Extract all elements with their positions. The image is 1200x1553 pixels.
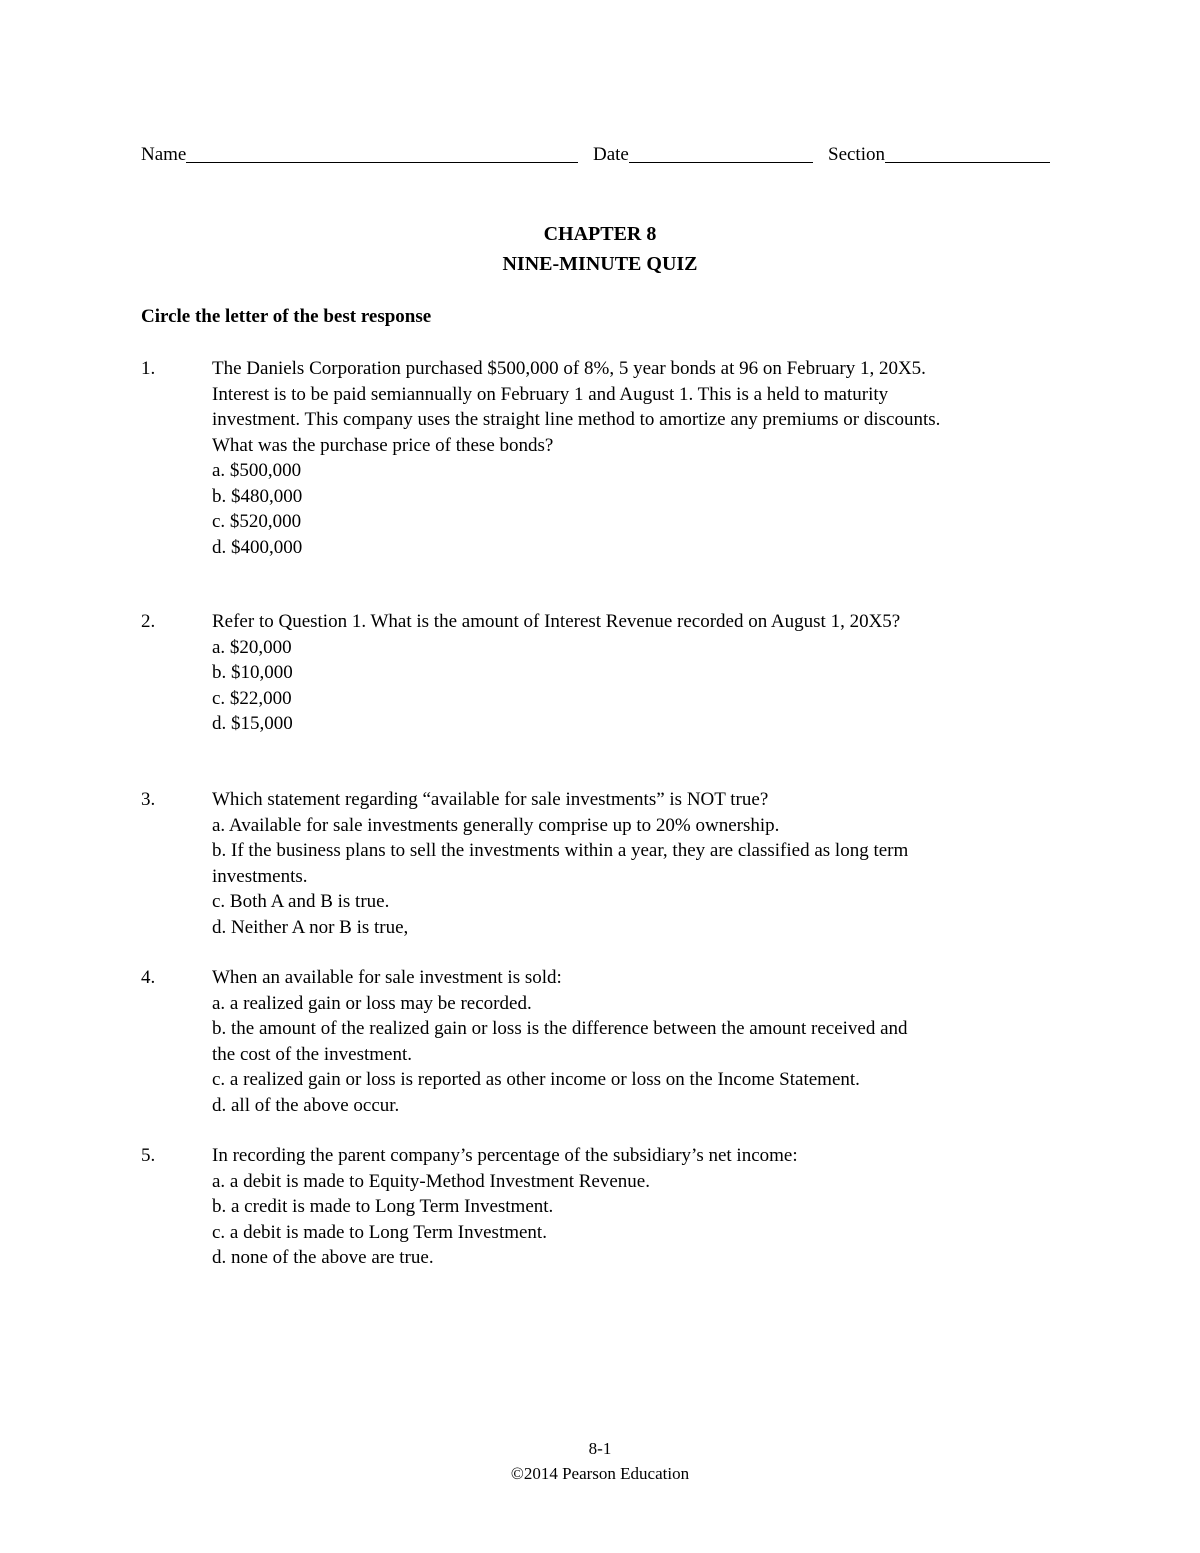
section-blank[interactable] xyxy=(885,142,1050,163)
question-body xyxy=(212,1143,1062,1271)
date-label: Date xyxy=(593,144,629,165)
question-number: 1. xyxy=(141,358,156,379)
answer-option-a[interactable]: a. $500,000 xyxy=(212,460,302,481)
question-body xyxy=(212,356,1062,560)
question-text-line: Which statement regarding “available for sale investments” is NOT true? xyxy=(212,789,769,810)
answer-option-a[interactable]: a. $20,000 xyxy=(212,636,292,658)
name-field[interactable] xyxy=(141,142,578,168)
answer-option-b[interactable]: b. $480,000 xyxy=(212,485,303,507)
chapter-title: CHAPTER 8 xyxy=(543,223,657,245)
question-text-line: Refer to Question 1. What is the amount of Interest Revenue recorded on August 1, 20X5? xyxy=(212,611,901,632)
answer-option-b-continued[interactable]: investments. xyxy=(212,865,308,887)
page-number: 8-1 xyxy=(588,1439,612,1458)
section-label: Section xyxy=(828,144,885,165)
question-number: 5. xyxy=(141,1145,156,1166)
answer-option-d[interactable]: d. $400,000 xyxy=(212,536,303,558)
answer-option-a[interactable]: a. a debit is made to Equity-Method Investment Revenue. xyxy=(212,1170,650,1192)
answer-option-c[interactable]: c. $520,000 xyxy=(212,511,302,532)
answer-option-b[interactable]: b. the amount of the realized gain or loss is the difference between the amount received and xyxy=(212,1018,908,1039)
answer-option-d[interactable]: d. all of the above occur. xyxy=(212,1094,400,1116)
question-number: 3. xyxy=(141,789,156,810)
question-text-line: The Daniels Corporation purchased $500,000 of 8%, 5 year bonds at 96 on February 1, 20X5. xyxy=(212,358,926,379)
question-number: 2. xyxy=(141,611,156,632)
answer-option-b[interactable]: b. If the business plans to sell the investments within a year, they are classified as long term xyxy=(212,840,909,861)
copyright-notice: ©2014 Pearson Education xyxy=(510,1464,690,1483)
question-body xyxy=(212,965,1062,1118)
question-text-line: investment. This company uses the straight line method to amortize any premiums or discounts. xyxy=(212,409,941,430)
question-text-line: What was the purchase price of these bonds? xyxy=(212,434,554,456)
answer-option-a[interactable]: a. a realized gain or loss may be recorded. xyxy=(212,992,532,1014)
answer-option-d[interactable]: d. none of the above are true. xyxy=(212,1247,434,1268)
answer-option-d[interactable]: d. Neither A nor B is true, xyxy=(212,916,409,938)
name-blank[interactable] xyxy=(186,142,578,163)
answer-option-d[interactable]: d. $15,000 xyxy=(212,713,293,734)
section-field[interactable] xyxy=(828,142,1050,168)
date-field[interactable] xyxy=(593,142,813,168)
question-number: 4. xyxy=(141,967,156,988)
answer-option-b-continued[interactable]: the cost of the investment. xyxy=(212,1043,412,1065)
question-text-line: When an available for sale investment is sold: xyxy=(212,967,562,988)
question-body xyxy=(212,609,1062,737)
quiz-title: NINE-MINUTE QUIZ xyxy=(502,253,698,275)
answer-option-c[interactable]: c. a debit is made to Long Term Investment. xyxy=(212,1221,547,1243)
name-label: Name xyxy=(141,144,187,165)
student-info-header xyxy=(141,142,1061,168)
instruction-text: Circle the letter of the best response xyxy=(141,306,432,327)
answer-option-c[interactable]: c. $22,000 xyxy=(212,687,292,709)
question-text-line: Interest is to be paid semiannually on February 1 and August 1. This is a held to maturity xyxy=(212,383,889,405)
question-text-line: In recording the parent company’s percentage of the subsidiary’s net income: xyxy=(212,1145,798,1166)
answer-option-c[interactable]: c. Both A and B is true. xyxy=(212,891,390,912)
answer-option-a[interactable]: a. Available for sale investments generally comprise up to 20% ownership. xyxy=(212,814,780,836)
question-body xyxy=(212,787,1062,940)
answer-option-b[interactable]: b. $10,000 xyxy=(212,662,293,683)
date-blank[interactable] xyxy=(629,142,813,163)
answer-option-b[interactable]: b. a credit is made to Long Term Investment. xyxy=(212,1196,554,1217)
answer-option-c[interactable]: c. a realized gain or loss is reported as other income or loss on the Income Statement. xyxy=(212,1069,860,1090)
